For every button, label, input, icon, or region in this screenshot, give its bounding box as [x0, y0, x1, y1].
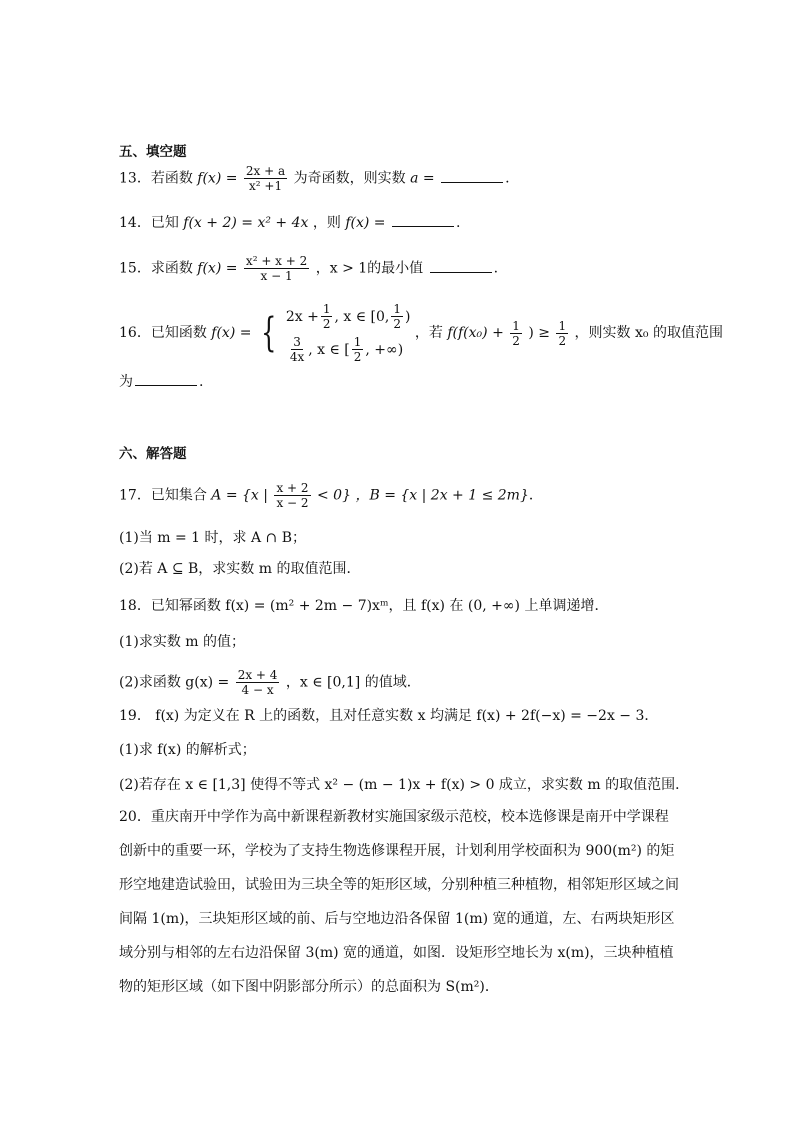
q16-cond-pre: ，若	[414, 325, 443, 341]
q16-piecewise	[286, 302, 411, 364]
q18-p2-frac	[236, 668, 280, 697]
q16-p2-n: 3	[293, 335, 301, 349]
section-title-answer: 六、解答题	[119, 446, 187, 462]
q15-denominator: x − 1	[260, 269, 293, 283]
q14-prefix: 14．已知	[119, 215, 179, 231]
q15-end: .	[493, 260, 499, 277]
q17-part-2: (2)若 A ⊆ B，求实数 m 的取值范围．	[119, 561, 361, 577]
q14-mid: ，则	[312, 215, 341, 231]
q16-end: .	[199, 374, 204, 390]
q15-answer-blank[interactable]	[430, 260, 492, 273]
q16-p2-dn: 1	[353, 335, 362, 349]
q13-mid: 为奇函数，则实数	[293, 170, 406, 187]
q16-p2-dd: 2	[353, 350, 362, 364]
q16-p1-domain: , x ∈ [0,	[334, 308, 390, 325]
q16-brace: {	[261, 310, 277, 356]
q16-p1-dfrac	[391, 302, 403, 331]
q16-cond-frac	[510, 319, 522, 348]
q16-p2-close: , +∞)	[365, 341, 404, 358]
q17-setA-post: < 0}	[317, 487, 351, 504]
q14-answer-blank[interactable]	[392, 214, 454, 227]
q16-p1-n: 1	[322, 302, 331, 316]
q16-p2-frac	[288, 335, 306, 364]
q16-p2-d: 4x	[289, 350, 305, 364]
question-14	[119, 213, 460, 233]
q16-p2-dfrac	[352, 335, 364, 364]
q16-cond-d2: 2	[558, 333, 567, 348]
q17-setA-frac	[274, 481, 310, 510]
q16-cond-f: f(f(x₀) +	[447, 325, 504, 341]
q15-fx: f(x) =	[197, 260, 238, 277]
question-20: 20．重庆南开中学作为高中新课程新教材实施国家级示范校，校本选修课是南开中学课程创新中的重要一环，学校为了支持生物选修课程开展，计划利用学校面积为 900(m²) 的矩形空地建造试验田，试验田为三块全等的矩形区域，分别种植三种植物，相邻矩形区域之间间隔 1(m)，三块矩形区域的前、后与空地边沿各保留 1(m) 宽的通道，左、右两块矩形区域分别与相邻的左右边沿保留 3(m) 宽的通道，如图．设矩形空地长为 x(m)，三块种植植物的矩形区域（如下图中阴影部分所示）的总面积为 S(m²)．	[119, 809, 679, 995]
q15-prefix: 15．求函数	[119, 260, 193, 277]
q13-var: a =	[410, 170, 435, 187]
q16-cond-ge: ) ≥	[528, 325, 550, 341]
q14-end: .	[455, 215, 461, 231]
q17-prefix: 17．已知集合	[119, 487, 207, 504]
q18-p2-post: ，x ∈ [0,1] 的值域．	[285, 674, 421, 691]
q14-fx: f(x) =	[345, 215, 386, 231]
q16-cond-end: ，则实数 x₀ 的取值范围	[574, 325, 723, 341]
q16-piece-1	[286, 302, 411, 331]
q15-fraction	[244, 254, 309, 283]
q17-end: ．	[528, 487, 543, 504]
q13-numerator: 2x + a	[245, 164, 286, 178]
q19-part-2: (2)若存在 x ∈ [1,3] 使得不等式 x² − (m − 1)x + f(x) > 0 成立，求实数 m 的取值范围．	[119, 777, 690, 793]
q18-part-1: (1)求实数 m 的值；	[119, 634, 246, 650]
q18-p2-d: 4 − x	[241, 683, 274, 697]
q17-setA-pre: A = {x |	[211, 487, 268, 504]
q16-p1-close: )	[404, 308, 411, 325]
q16-fx: f(x) =	[211, 325, 252, 341]
q16-p2-domain: , x ∈ [	[308, 341, 350, 358]
q13-fx: f(x) =	[197, 170, 238, 187]
q16-cond-frac2	[556, 319, 568, 348]
question-13	[119, 164, 510, 193]
q17-setA-n: x + 2	[276, 481, 309, 495]
q17-setA-d: x − 2	[276, 496, 309, 510]
q18-p2-pre: (2)求函数 g(x) =	[119, 674, 230, 691]
question-17	[119, 481, 543, 510]
q17-part-1: (1)当 m = 1 时，求 A ∩ B；	[119, 530, 307, 546]
q16-p1-expr: 2x +	[285, 308, 319, 325]
question-16	[119, 302, 723, 364]
q13-fraction	[244, 164, 287, 193]
q15-numerator: x² + x + 2	[245, 254, 308, 268]
q16-cond-n2: 1	[558, 318, 567, 333]
q14-equation: f(x + 2) = x² + 4x	[183, 215, 309, 231]
question-15	[119, 254, 498, 283]
q16-cond-d: 2	[512, 333, 520, 348]
question-19: 19． f(x) 为定义在 R 上的函数，且对任意实数 x 均满足 f(x) + 2f(−x) = −2x − 3．	[119, 708, 659, 724]
q15-condition: ，x > 1的最小值	[315, 260, 424, 277]
q13-answer-blank[interactable]	[441, 170, 503, 183]
q13-end: .	[505, 170, 510, 187]
q16-cond-n: 1	[512, 318, 520, 333]
q17-setB: ，B = {x | 2x + 1 ≤ 2m}	[355, 487, 529, 504]
q16-p1-dn: 1	[393, 302, 401, 316]
q16-line2-text: 为	[119, 374, 133, 390]
q16-p1-dd: 2	[393, 317, 401, 331]
q16-answer-blank[interactable]	[135, 373, 197, 386]
q16-p1-d: 2	[322, 317, 331, 331]
q13-denominator: x² +1	[249, 179, 283, 193]
question-18: 18．已知幂函数 f(x) = (m² + 2m − 7)xᵐ，且 f(x) 在 (0, +∞) 上单调递增．	[119, 598, 609, 614]
question-16-line2	[119, 372, 203, 392]
q13-prefix: 13．若函数	[119, 170, 193, 187]
q19-part-1: (1)求 f(x) 的解析式；	[119, 742, 256, 758]
q16-piece-2	[286, 335, 411, 364]
q16-prefix: 16．已知函数	[119, 325, 207, 341]
section-title-fill-in: 五、填空题	[119, 144, 187, 160]
q18-part-2	[119, 668, 421, 697]
q16-p1-frac	[321, 302, 333, 331]
q18-p2-n: 2x + 4	[237, 668, 278, 682]
